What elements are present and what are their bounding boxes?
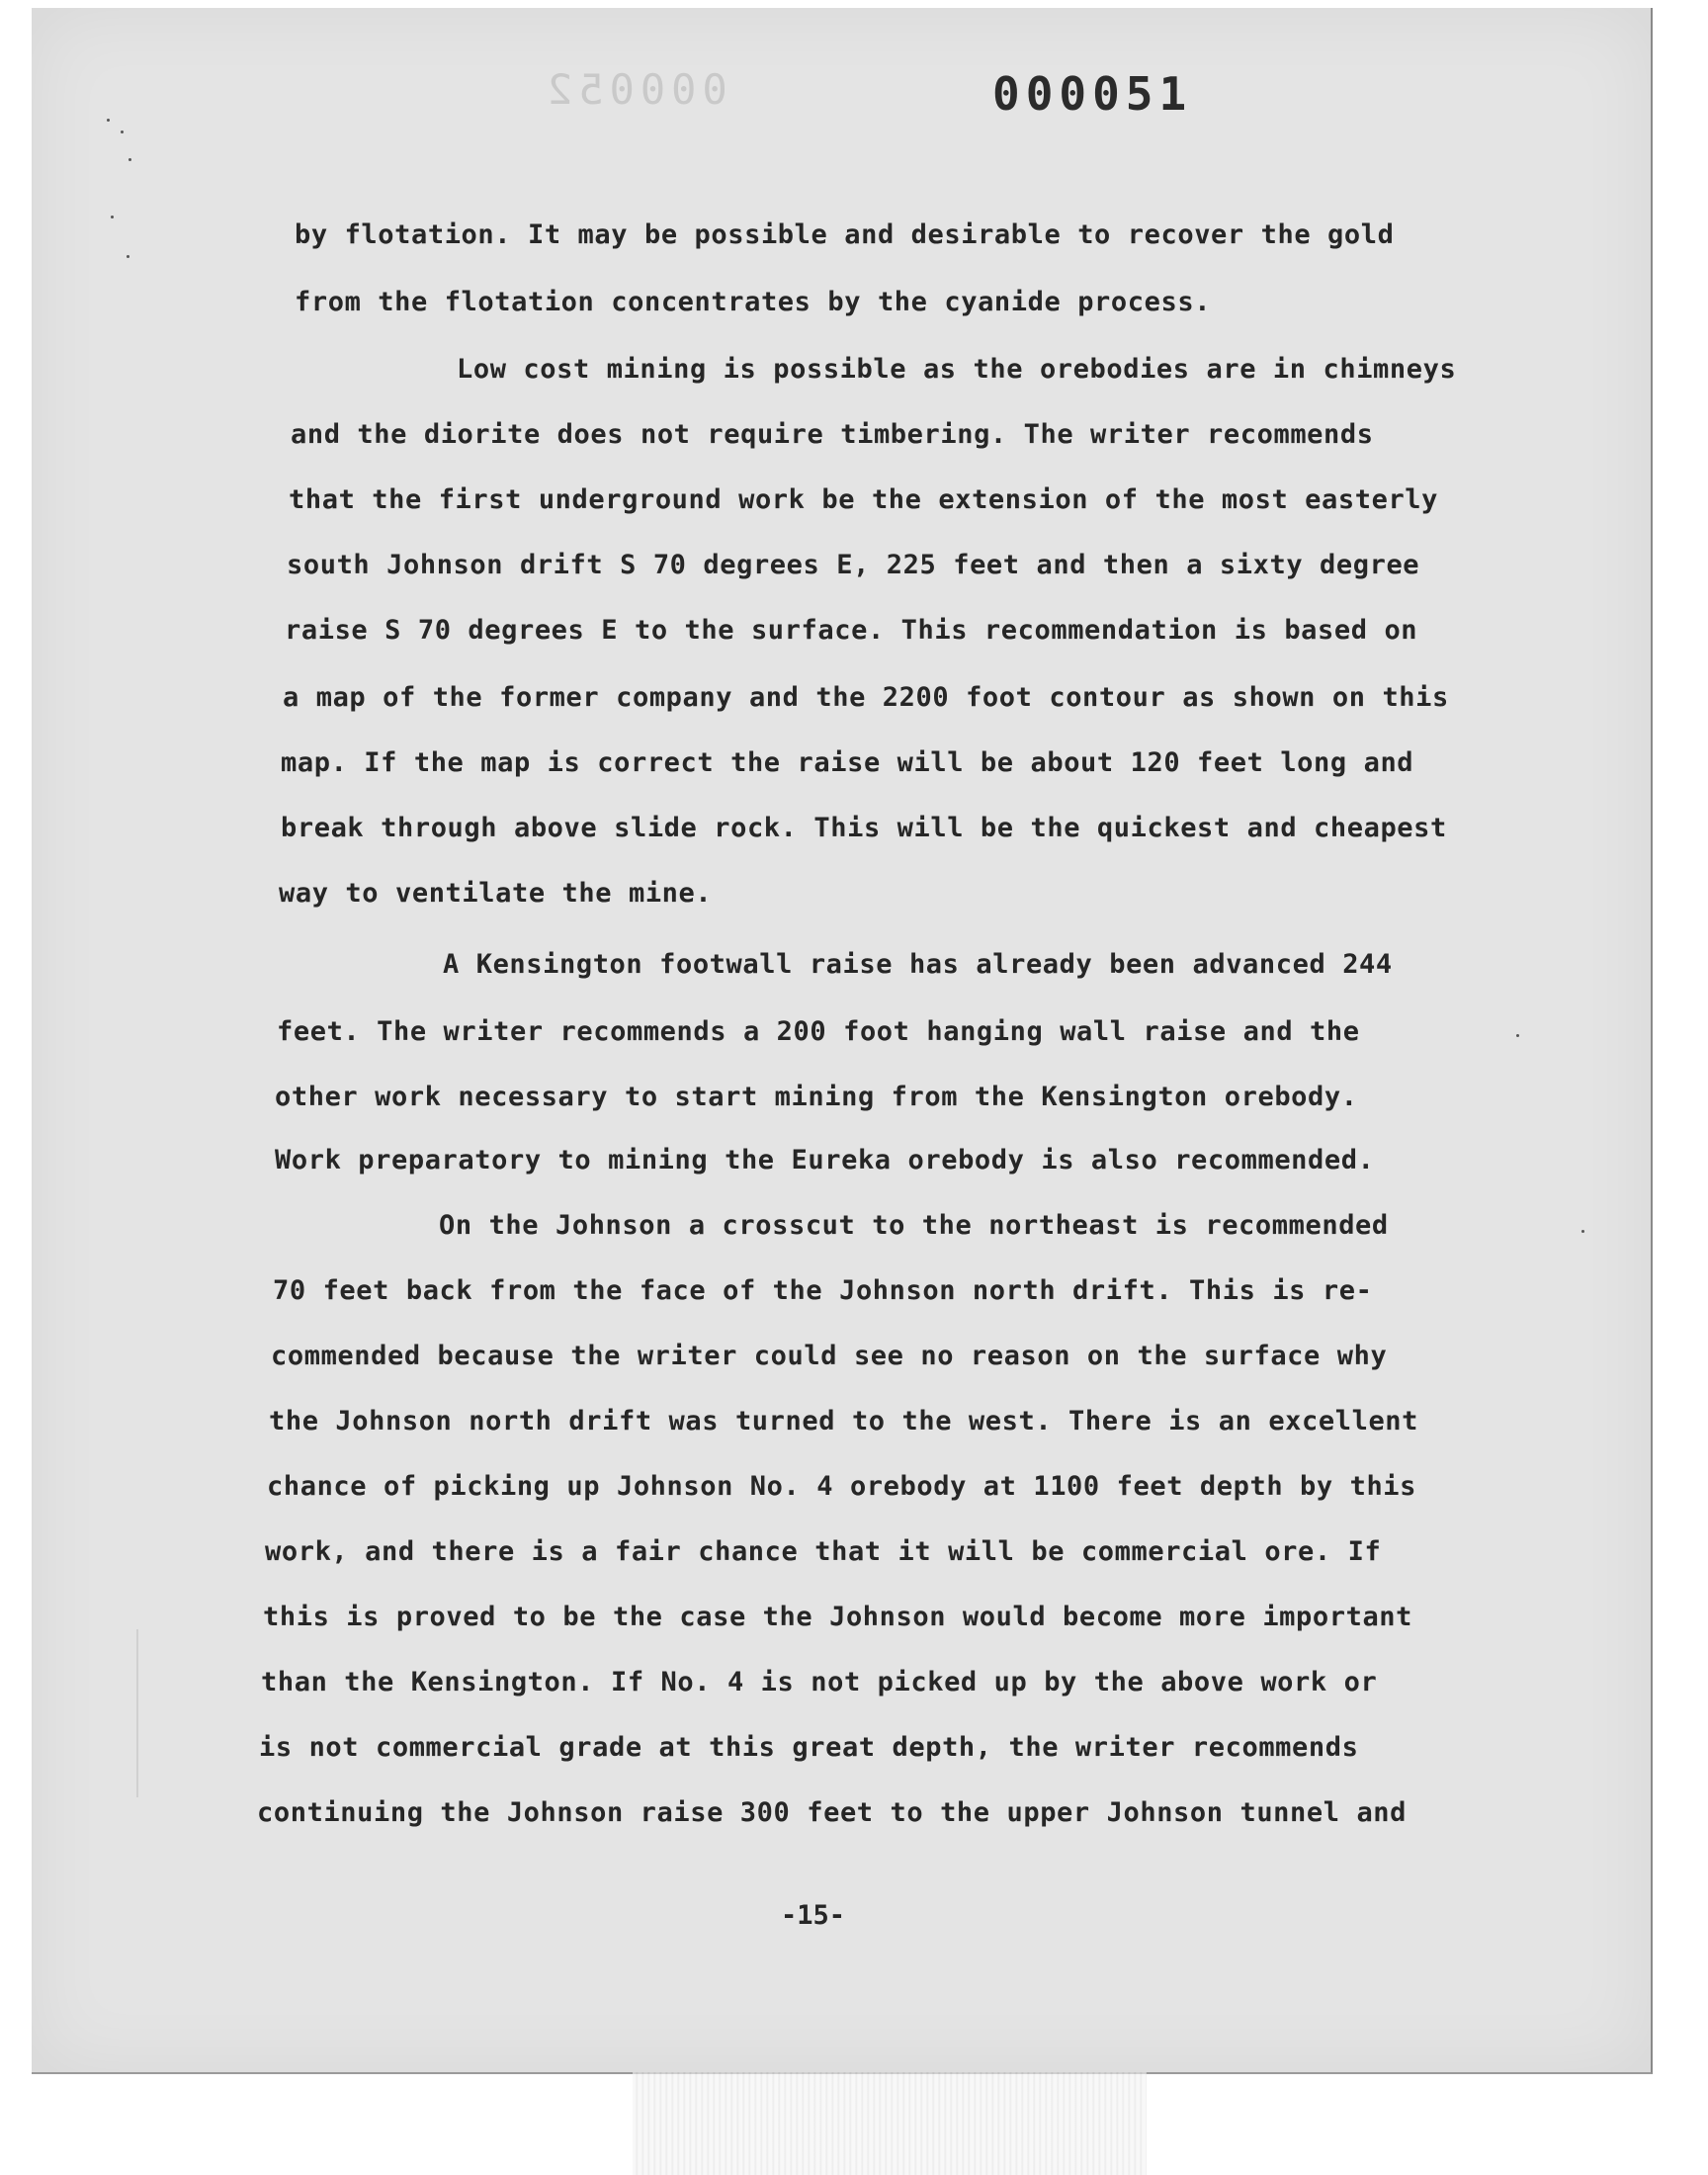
margin-mark	[136, 1629, 138, 1797]
page-number: -15-	[781, 1900, 846, 1931]
text-line: this is proved to be the case the Johnson would become more important	[263, 1602, 1413, 1632]
text-line: than the Kensington. If No. 4 is not picked up by the above work or	[261, 1667, 1378, 1697]
bates-number: 000051	[992, 67, 1193, 121]
text-line: break through above slide rock. This will be the quickest and cheapest	[281, 813, 1447, 843]
text-line: is not commercial grade at this great depth, the writer recommends	[259, 1732, 1359, 1763]
speck	[111, 216, 114, 218]
scan-artifact	[633, 2072, 1147, 2175]
text-line: raise S 70 degrees E to the surface. This recommendation is based on	[285, 615, 1418, 646]
text-line: from the flotation concentrates by the cyanide process.	[295, 287, 1212, 317]
text-line: other work necessary to start mining from the Kensington orebody.	[275, 1082, 1358, 1112]
text-line: the Johnson north drift was turned to the west. There is an excellent	[269, 1406, 1419, 1436]
speck	[1581, 1230, 1584, 1233]
speck	[1516, 1034, 1519, 1037]
text-line: commended because the writer could see no reason on the surface why	[271, 1341, 1388, 1371]
text-line: A Kensington footwall raise has already been advanced 244	[443, 949, 1393, 980]
text-line: south Johnson drift S 70 degrees E, 225 feet and then a sixty degree	[287, 550, 1420, 580]
text-line: a map of the former company and the 2200 foot contour as shown on this	[283, 682, 1449, 713]
text-line: feet. The writer recommends a 200 foot hanging wall raise and the	[277, 1016, 1360, 1047]
speck	[121, 130, 124, 133]
text-line: and the diorite does not require timbering. The writer recommends	[291, 419, 1374, 450]
speck	[127, 255, 129, 258]
text-line: chance of picking up Johnson No. 4 orebody at 1100 feet depth by this	[267, 1471, 1417, 1502]
speck	[128, 158, 131, 161]
text-line: 70 feet back from the face of the Johnson north drift. This is re-	[273, 1275, 1373, 1306]
text-line: work, and there is a fair chance that it will be commercial ore. If	[265, 1536, 1382, 1567]
text-line: Work preparatory to mining the Eureka orebody is also recommended.	[275, 1145, 1375, 1175]
text-line: continuing the Johnson raise 300 feet to the upper Johnson tunnel and	[257, 1797, 1408, 1828]
text-line: On the Johnson a crosscut to the northeast is recommended	[439, 1210, 1389, 1241]
text-line: way to ventilate the mine.	[279, 878, 713, 909]
text-line: by flotation. It may be possible and desirable to recover the gold	[295, 219, 1395, 250]
text-line: Low cost mining is possible as the orebodies are in chimneys	[457, 354, 1457, 385]
speck	[107, 119, 110, 122]
text-line: map. If the map is correct the raise will be about 120 feet long and	[281, 747, 1414, 778]
ghost-bates-number: 000052	[542, 65, 727, 114]
text-line: that the first underground work be the extension of the most easterly	[289, 484, 1439, 515]
